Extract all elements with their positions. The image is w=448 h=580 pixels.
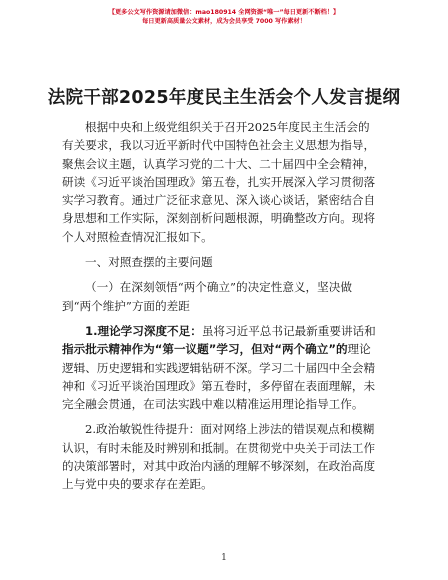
text-line: 有关要求，我以习近平新时代中国特色社会主义思想为指导， [62,138,376,153]
text-line: 根据中央和上级党组织关于召开2025年度民主生活会的 [85,120,370,134]
text-line: 1.理论学习深度不足：虽将习近平总书记最新重要讲话和 [85,323,376,338]
promo-banner-line-1: 【更多公文写作资源请加微信：mao180914 全网资源“唯一”每日更新不断档！】 [108,9,340,16]
text-line: 实学习教育。通过广泛征求意见、深入谈心谈话，紧密结合自 [62,193,376,208]
section-heading: 一、对照查摆的主要问题 [85,255,213,270]
document-body [62,118,390,494]
text-line: 到“两个维护”方面的差距 [62,298,190,313]
text-line: （一）在深刻领悟“两个确立”的决定性意义，坚决做 [85,280,352,295]
text-line: 神和《习近平谈治国理政》第五卷时，多停留在表面理解，未 [62,378,376,393]
promo-banner-line-2: 每日更新高质量公文素材，成为会员享受 7000 写作素材！ [142,18,306,25]
subheading [62,278,390,315]
promo-banner [0,8,448,26]
text-line: 2.政治敏锐性待提升：面对网络上涉法的错误观点和模糊 [85,422,375,437]
page-number: 1 [221,553,227,563]
text-line: 上与党中央的要求存在差距。 [62,477,213,492]
bold-text: 指示批示精神作为“第一议题”学习，但对“两个确立”的 [62,342,348,357]
item-2-paragraph [62,420,390,493]
intro-paragraph [62,118,390,246]
text-line: 完全融会贯通，在司法实践中难以精准运用理论指导工作。 [62,397,364,412]
text-line: 指示批示精神作为“第一议题”学习，但对“两个确立”的理论 [62,342,371,357]
text-line: 逻辑、历史逻辑和实践逻辑钻研不深。学习二十届四中全会精 [62,360,376,375]
text-line: 的决策部署时，对其中政治内涵的理解不够深刻，在政治高度 [62,459,376,474]
item-1-paragraph [62,322,390,413]
text-line: 研读《习近平谈治国理政》第五卷，扎实开展深入学习贯彻落 [62,174,376,189]
text-line: 个人对照检查情况汇报如下。 [62,229,213,244]
text-line: 认识，有时未能及时辨别和抵制。在贯彻党中央关于司法工作 [62,440,376,455]
text-line: 聚焦会议主题，认真学习党的二十大、二十届四中全会精神， [62,156,376,171]
item-1-heading: 1.理论学习深度不足： [85,323,202,338]
document-title: 法院干部2025年度民主生活会个人发言提纲 [47,88,401,108]
text-line: 身思想和工作实际，深刻剖析问题根源，明确整改方向。现将 [62,211,376,226]
